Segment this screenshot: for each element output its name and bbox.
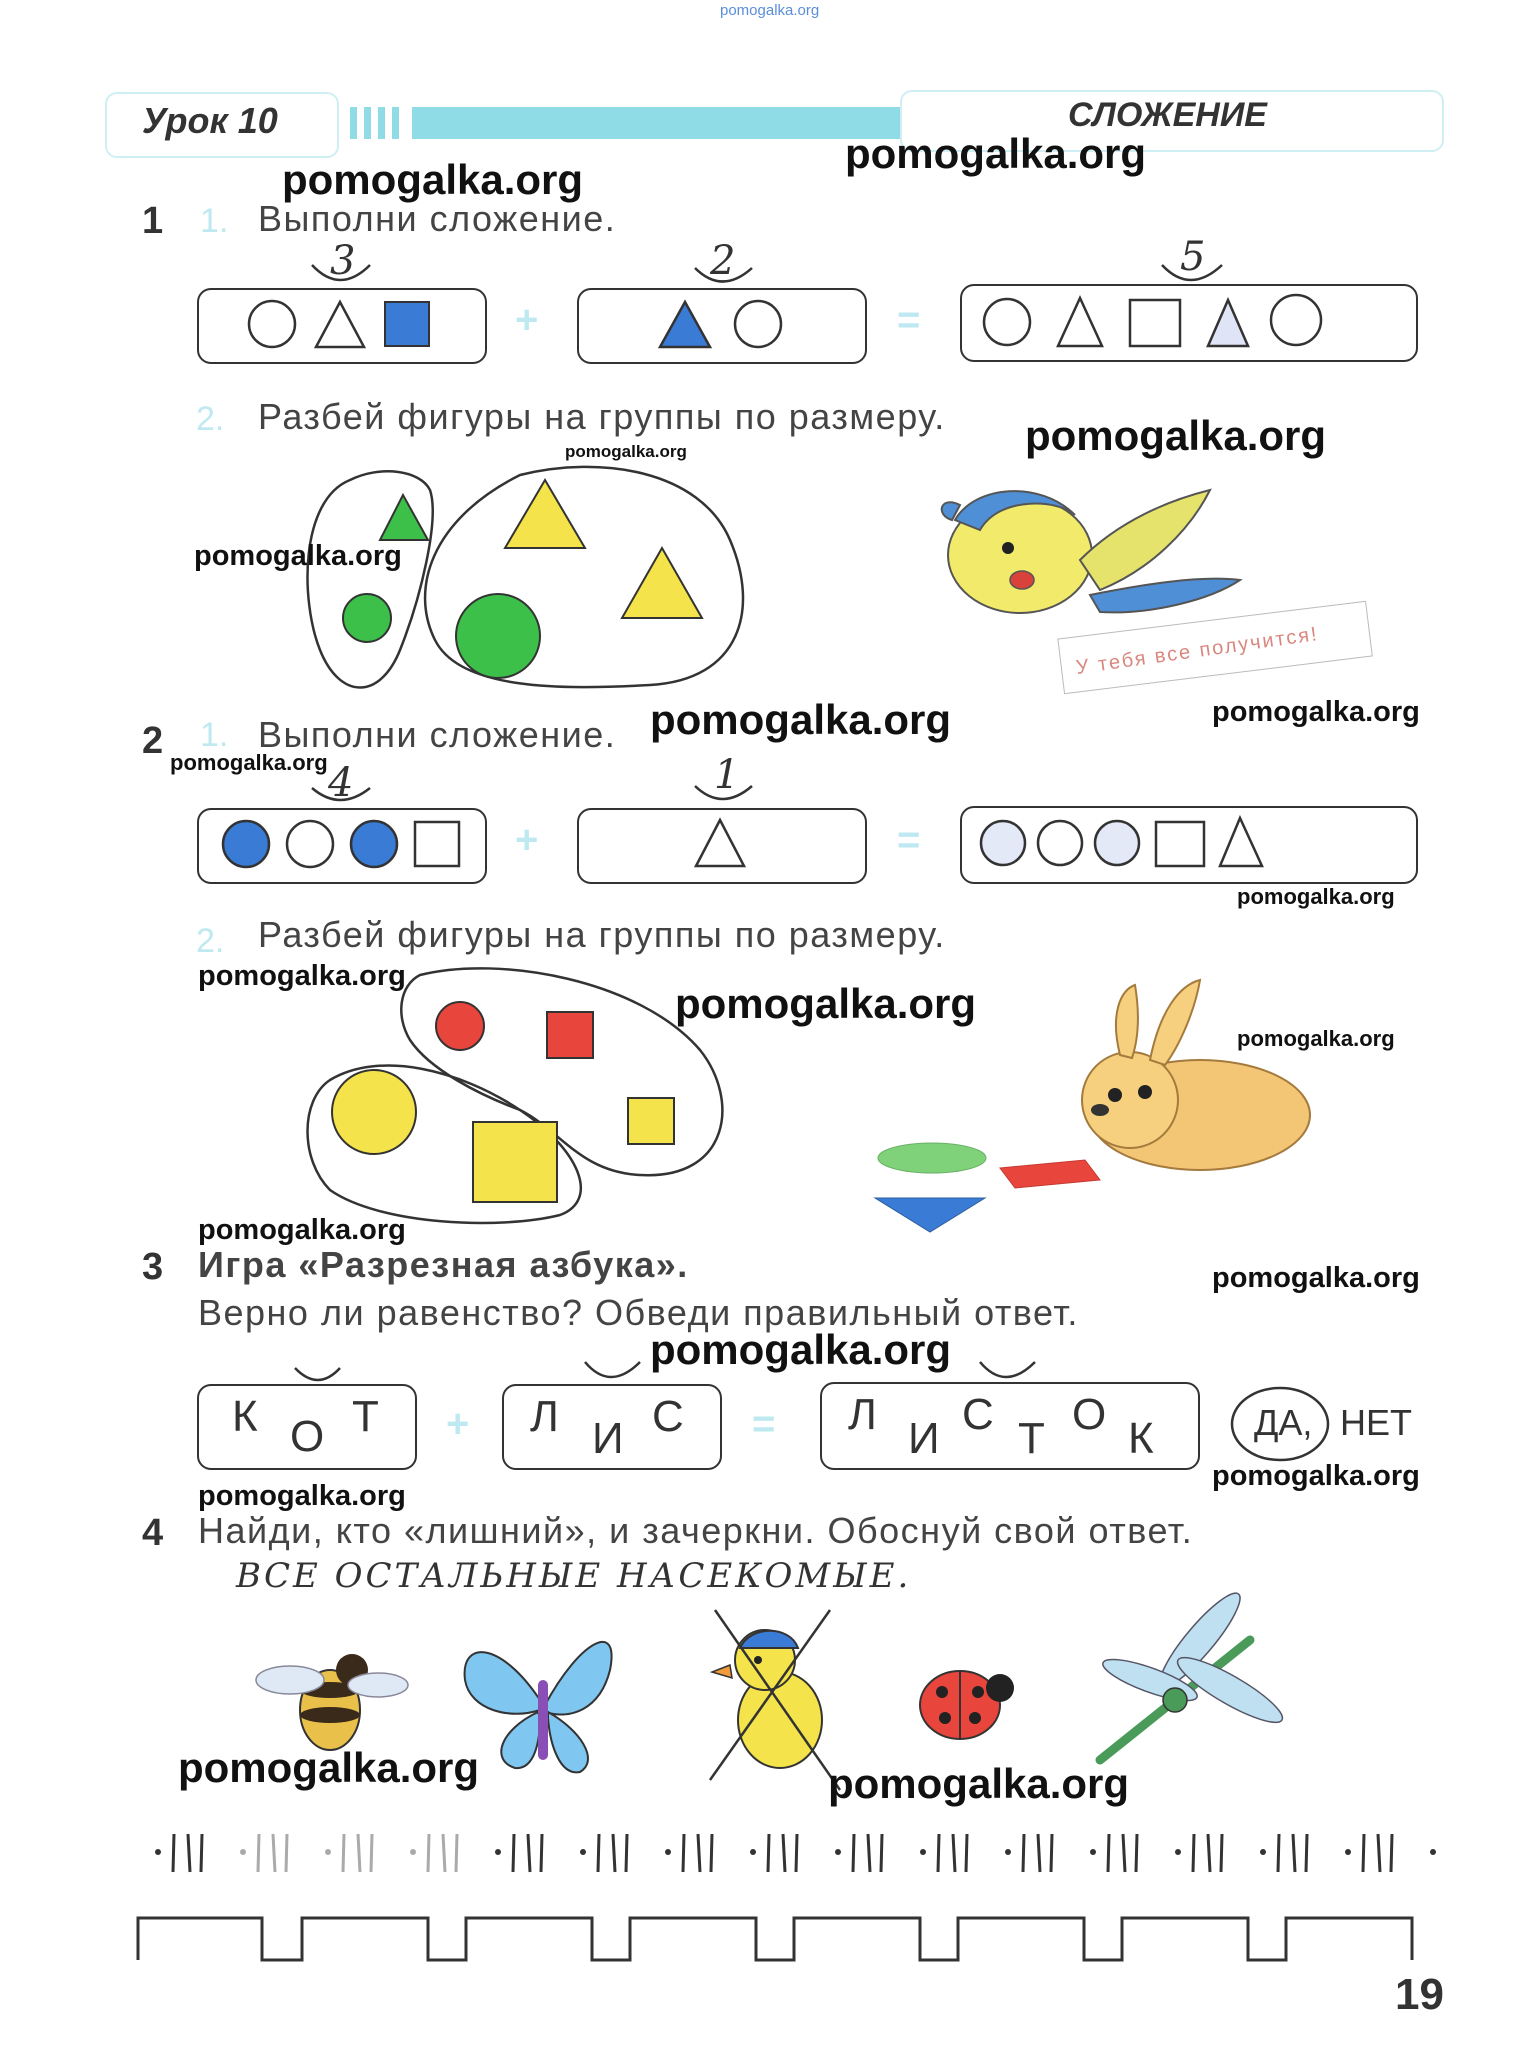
topic-title: СЛОЖЕНИЕ <box>1068 96 1267 134</box>
letter: К <box>1128 1414 1154 1463</box>
watermark: pomogalka.org <box>170 750 328 775</box>
encouragement-sign: У тебя все получится! <box>1074 623 1320 679</box>
task-1-part-2-number: 2. <box>196 400 225 438</box>
watermark: pomogalka.org <box>1025 412 1327 459</box>
watermark: pomogalka.org <box>650 696 952 743</box>
task-1-number: 1 <box>142 200 164 242</box>
watermark: pomogalka.org <box>565 442 687 461</box>
letter: Л <box>530 1392 559 1441</box>
watermark: pomogalka.org <box>1212 696 1420 728</box>
equals-sign: = <box>897 298 921 342</box>
watermark: pomogalka.org <box>178 1744 480 1791</box>
top-watermark: pomogalka.org <box>720 2 820 19</box>
count-label: 1 <box>714 752 740 798</box>
task-3-text: Верно ли равенство? Обведи правильный ответ. <box>198 1292 1079 1333</box>
task-1-part-1-text: Выполни сложение. <box>258 198 617 239</box>
letter: К <box>232 1392 258 1441</box>
task-2-number: 2 <box>142 720 164 762</box>
plus-sign: + <box>446 1402 470 1446</box>
task-3-title: Игра «Разрезная азбука». <box>198 1244 689 1285</box>
task-2-part-2-number: 2. <box>196 922 225 960</box>
count-label: 2 <box>710 238 736 284</box>
watermark: pomogalka.org <box>828 1760 1130 1807</box>
equals-sign: = <box>897 818 921 862</box>
answer-yes[interactable]: ДА, <box>1254 1402 1313 1443</box>
task-2-part-2-text: Разбей фигуры на группы по размеру. <box>258 914 946 955</box>
task-4-number: 4 <box>142 1512 164 1554</box>
plus-sign: + <box>515 818 539 862</box>
task-1-part-1-number: 1. <box>200 202 229 240</box>
watermark: pomogalka.org <box>845 130 1147 177</box>
watermark: pomogalka.org <box>675 980 977 1027</box>
watermark: pomogalka.org <box>282 156 584 203</box>
watermark: pomogalka.org <box>198 1214 406 1246</box>
task-1-part-2-text: Разбей фигуры на группы по размеру. <box>258 396 946 437</box>
equals-sign: = <box>752 1402 776 1446</box>
watermark: pomogalka.org <box>198 960 406 992</box>
letter: И <box>592 1414 624 1463</box>
letter: И <box>908 1414 940 1463</box>
task-2-part-1-text: Выполни сложение. <box>258 714 617 755</box>
letter: С <box>652 1392 684 1441</box>
watermark: pomogalka.org <box>1237 1026 1395 1051</box>
watermark: pomogalka.org <box>1212 1262 1420 1294</box>
plus-sign: + <box>515 298 539 342</box>
watermark: pomogalka.org <box>198 1480 406 1512</box>
task-2-part-1-number: 1. <box>200 716 229 754</box>
handwritten-answer: ВСЕ ОСТАЛЬНЫЕ НАСЕКОМЫЕ. <box>236 1556 912 1596</box>
watermark: pomogalka.org <box>650 1326 952 1373</box>
answer-no[interactable]: НЕТ <box>1340 1402 1412 1443</box>
count-label: 3 <box>330 238 356 284</box>
watermark: pomogalka.org <box>1212 1460 1420 1492</box>
lesson-title: Урок 10 <box>142 100 278 141</box>
task-4-text: Найди, кто «лишний», и зачеркни. Обоснуй свой ответ. <box>198 1510 1194 1551</box>
letter: С <box>962 1390 994 1439</box>
letter: Т <box>1018 1414 1045 1463</box>
letter: О <box>1072 1390 1107 1439</box>
count-label: 5 <box>1180 234 1206 280</box>
letter: О <box>290 1412 325 1461</box>
page-number: 19 <box>1395 1970 1444 2019</box>
task-3-number: 3 <box>142 1246 164 1288</box>
watermark: pomogalka.org <box>194 540 402 572</box>
watermark: pomogalka.org <box>1237 884 1395 909</box>
letter: Л <box>848 1390 877 1439</box>
letter: Т <box>352 1392 379 1441</box>
count-label: 4 <box>328 760 354 806</box>
